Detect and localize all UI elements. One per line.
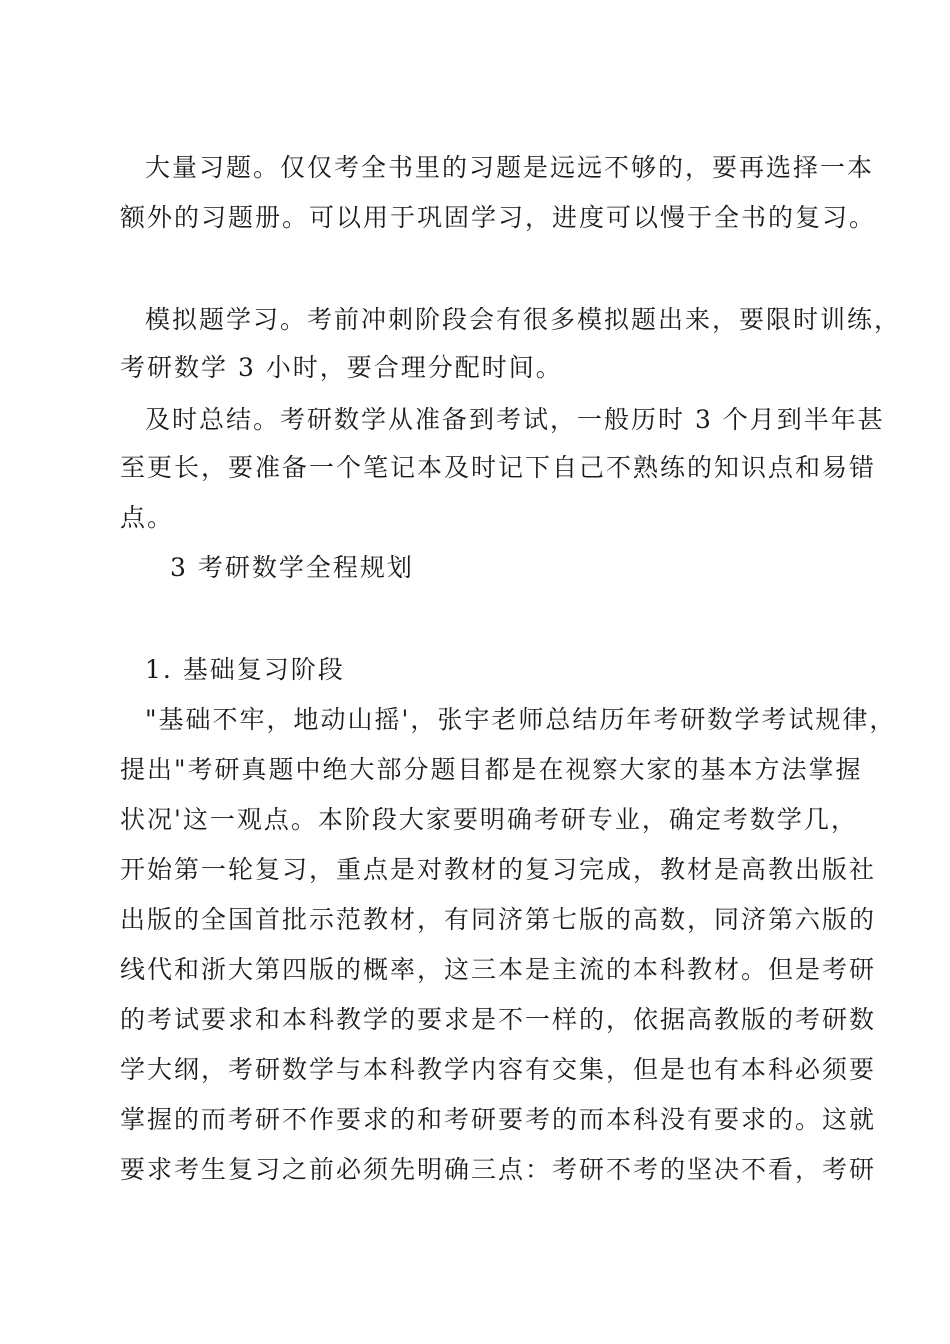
paragraph-line: 大量习题。仅仅考全书里的习题是远远不够的，要再选择一本 bbox=[145, 153, 875, 182]
paragraph-line: 至更长，要准备一个笔记本及时记下自己不熟练的知识点和易错 bbox=[120, 453, 877, 482]
paragraph-line: 学大纲，考研数学与本科教学内容有交集，但是也有本科必须要 bbox=[120, 1055, 877, 1084]
section-heading: 3 考研数学全程规划 bbox=[170, 553, 414, 582]
paragraph-line: 线代和浙大第四版的概率，这三本是主流的本科教材。但是考研 bbox=[120, 955, 877, 984]
paragraph-line: 额外的习题册。可以用于巩固学习，进度可以慢于全书的复习。 bbox=[120, 203, 877, 232]
paragraph-line: 考研数学 3 小时，要合理分配时间。 bbox=[120, 353, 563, 382]
paragraph-line: 要求考生复习之前必须先明确三点：考研不考的坚决不看，考研 bbox=[120, 1155, 877, 1184]
paragraph-line: 点。 bbox=[120, 503, 175, 532]
paragraph-line: 提出"考研真题中绝大部分题目都是在视察大家的基本方法掌握 bbox=[120, 755, 863, 784]
paragraph-line: "基础不牢，地动山摇'，张宇老师总结历年考研数学考试规律， bbox=[145, 705, 897, 734]
paragraph-line: 的考试要求和本科教学的要求是不一样的，依据高教版的考研数 bbox=[120, 1005, 877, 1034]
paragraph-line: 模拟题学习。考前冲刺阶段会有很多模拟题出来，要限时训练， bbox=[145, 305, 902, 334]
paragraph-line: 及时总结。考研数学从准备到考试，一般历时 3 个月到半年甚 bbox=[145, 405, 885, 434]
paragraph-line: 开始第一轮复习，重点是对教材的复习完成，教材是高教出版社 bbox=[120, 855, 877, 884]
subsection-heading: 1. 基础复习阶段 bbox=[145, 655, 345, 684]
paragraph-line: 出版的全国首批示范教材，有同济第七版的高数，同济第六版的 bbox=[120, 905, 877, 934]
paragraph-line: 状况'这一观点。本阶段大家要明确考研专业，确定考数学几， bbox=[120, 805, 858, 834]
paragraph-line: 掌握的而考研不作要求的和考研要考的而本科没有要求的。这就 bbox=[120, 1105, 877, 1134]
